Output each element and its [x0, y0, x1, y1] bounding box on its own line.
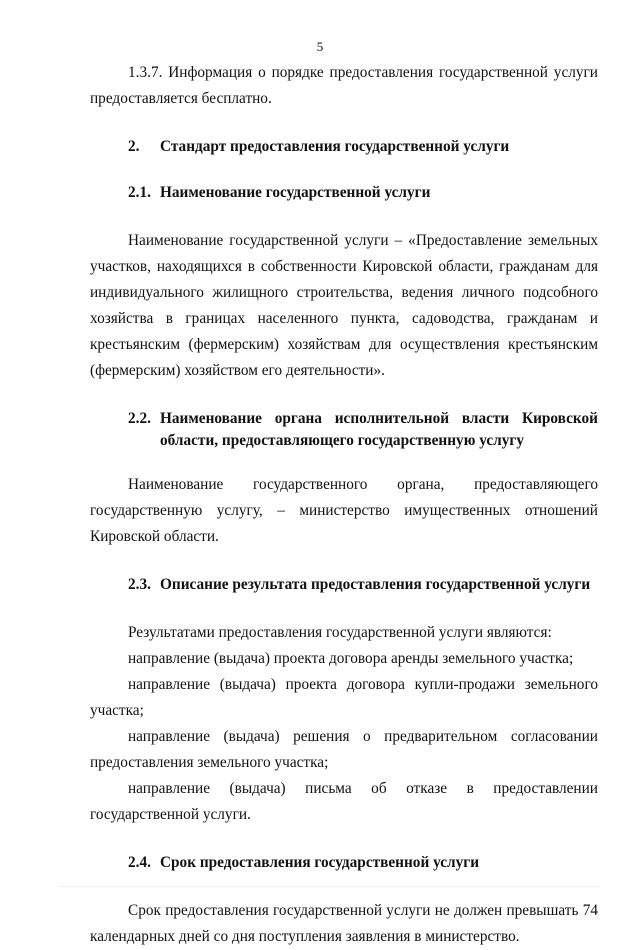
- page-content: [90, 60, 598, 950]
- result-item: направление (выдача) письма об отказе в предоставлении государственной услуги.: [90, 780, 598, 823]
- result-item: направление (выдача) проекта договора аренды земельного участка;: [128, 650, 574, 667]
- section-heading-2-4: [90, 852, 598, 874]
- section-title: Наименование государственной услуги: [160, 184, 431, 201]
- section-number: 2.4.: [128, 854, 151, 871]
- section-number: 2.1.: [128, 184, 151, 201]
- section-heading-2-2: [90, 408, 598, 452]
- result-item: направление (выдача) решения о предварительном согласовании предоставления земельного участка;: [90, 728, 598, 771]
- section-heading-2: [90, 136, 598, 158]
- section-heading-2-1: [90, 182, 598, 204]
- result-item: направление (выдача) проекта договора купли-продажи земельного участка;: [90, 676, 598, 719]
- page-number: 5: [316, 39, 324, 54]
- section-number: 2.: [128, 138, 140, 155]
- section-title: Стандарт предоставления государственной услуги: [160, 138, 510, 155]
- section-title: Срок предоставления государственной услуги: [160, 854, 480, 871]
- paragraph-2-2: Наименование государственного органа, предоставляющего государственную услугу, – министерство имущественных отношений Кировской области.: [90, 476, 598, 545]
- section-number: 2.3.: [128, 576, 151, 593]
- paragraph-2-1: Наименование государственной услуги – «Предоставление земельных участков, находящихся в собственности Кировской области, гражданам для индивидуального жилищного строительства, ведения личного подсобного хозяйства в границах населенного пункта, садоводства, гражданам и крестьянским (фермерским) хозяйствам для осуществления крестьянским (фермерским) хозяйством его деятельности».: [90, 232, 598, 379]
- paragraph-2-4: Срок предоставления государственной услуги не должен превышать 74 календарных дней со дня поступления заявления в министерство.: [90, 902, 598, 945]
- section-heading-2-3: [90, 574, 598, 596]
- scan-artifact: [60, 880, 600, 887]
- paragraph-2-3-intro: Результатами предоставления государственной услуги являются:: [128, 624, 552, 641]
- paragraph-1-3-7: 1.3.7. Информация о порядке предоставления государственной услуги предоставляется бесплатно.: [90, 64, 598, 107]
- section-number: 2.2.: [128, 410, 151, 427]
- section-title: Наименование органа исполнительной власти Кировской области, предоставляющего государственную услугу: [160, 410, 598, 449]
- section-title: Описание результата предоставления государственной услуги: [160, 576, 591, 593]
